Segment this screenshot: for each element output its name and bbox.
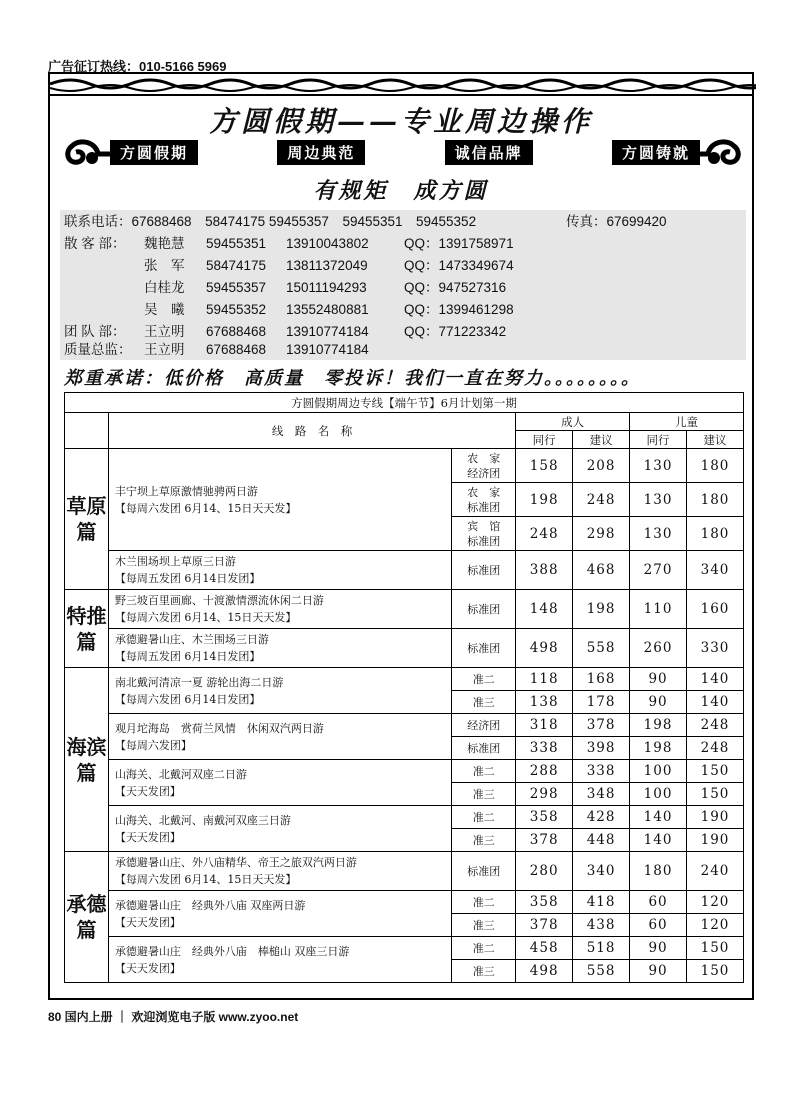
adult-peer-price: 248 bbox=[516, 517, 573, 551]
adult-suggest-price: 558 bbox=[573, 960, 630, 983]
badge: 方圆铸就 bbox=[612, 140, 700, 165]
group-type: 准三 bbox=[452, 829, 516, 852]
contact-mobile: 13910774184 bbox=[286, 342, 369, 357]
contact-mobile: 15011194293 bbox=[286, 280, 367, 295]
adult-peer-price: 498 bbox=[516, 629, 573, 668]
route-name: 木兰围场坝上草原三日游 bbox=[114, 555, 236, 568]
route-schedule: 【天天发团】 bbox=[114, 915, 181, 929]
contact-mobile: 13910043802 bbox=[286, 236, 369, 251]
route-name: 承德避暑山庄、木兰围场三日游 bbox=[114, 633, 269, 646]
route-name: 山海关、北戴河、南戴河双座三日游 bbox=[114, 813, 291, 827]
contact-qq: QQ：947527316 bbox=[404, 280, 507, 295]
route-schedule: 【每周六发团 6月14、15日天天发】 bbox=[114, 873, 297, 886]
adult-peer-price: 288 bbox=[516, 760, 573, 783]
contact-tel: 59455351 bbox=[206, 236, 267, 251]
child-peer-header: 同行 bbox=[630, 431, 687, 449]
adult-peer-price: 158 bbox=[516, 449, 573, 483]
contact-mobile: 13910774184 bbox=[286, 324, 369, 339]
adult-suggest-price: 340 bbox=[573, 852, 630, 891]
adult-peer-price: 358 bbox=[516, 806, 573, 829]
adult-suggest-price: 468 bbox=[573, 551, 630, 590]
child-suggest-price: 150 bbox=[687, 760, 744, 783]
child-suggest-price: 330 bbox=[687, 629, 744, 668]
contact-tel: 67688468 bbox=[206, 324, 267, 339]
table-row bbox=[65, 852, 744, 891]
badge: 周边典范 bbox=[277, 140, 365, 165]
route-name: 山海关、北戴河双座二日游 bbox=[114, 767, 247, 781]
contact-mobile: 13811372049 bbox=[286, 258, 368, 273]
adult-peer-price: 318 bbox=[516, 714, 573, 737]
contact-name: 吴 曦 bbox=[144, 302, 185, 317]
child-suggest-price: 180 bbox=[687, 517, 744, 551]
group-type: 标准团 bbox=[452, 629, 516, 668]
group-type: 准二 bbox=[452, 760, 516, 783]
section-label: 海滨篇 bbox=[65, 668, 109, 852]
phone-numbers: 67688468 58474175 59455357 59455351 59455352 bbox=[131, 214, 477, 229]
adult-suggest-price: 198 bbox=[573, 590, 630, 629]
child-suggest-price: 150 bbox=[687, 783, 744, 806]
adult-peer-price: 338 bbox=[516, 737, 573, 760]
contact-qq: QQ：1473349674 bbox=[404, 258, 514, 273]
group-type: 标准团 bbox=[452, 551, 516, 590]
phone-label: 联系电话： bbox=[64, 214, 132, 229]
table-row bbox=[65, 806, 744, 829]
contact-block bbox=[60, 210, 746, 360]
child-peer-price: 260 bbox=[630, 629, 687, 668]
table-row bbox=[65, 760, 744, 783]
child-suggest-price: 120 bbox=[687, 891, 744, 914]
fax: 传真：67699420 bbox=[566, 214, 667, 229]
child-peer-price: 100 bbox=[630, 783, 687, 806]
adult-peer-price: 458 bbox=[516, 937, 573, 960]
child-peer-price: 130 bbox=[630, 483, 687, 517]
adult-suggest-price: 428 bbox=[573, 806, 630, 829]
table-row bbox=[65, 937, 744, 960]
adult-suggest-price: 378 bbox=[573, 714, 630, 737]
child-suggest-header: 建议 bbox=[687, 431, 744, 449]
section-label: 承德篇 bbox=[65, 852, 109, 983]
contact-tel: 59455352 bbox=[206, 302, 267, 317]
adult-suggest-price: 348 bbox=[573, 783, 630, 806]
contact-name: 张 军 bbox=[144, 258, 185, 273]
group-type: 标准团 bbox=[452, 852, 516, 891]
child-peer-price: 198 bbox=[630, 714, 687, 737]
route-schedule: 【每周六发团 6月14日发团】 bbox=[114, 692, 261, 706]
adult-peer-price: 388 bbox=[516, 551, 573, 590]
group-type: 标准团 bbox=[452, 590, 516, 629]
retail-row bbox=[144, 234, 514, 254]
child-peer-price: 100 bbox=[630, 760, 687, 783]
child-peer-price: 90 bbox=[630, 960, 687, 983]
child-peer-price: 90 bbox=[630, 937, 687, 960]
route-schedule: 【每周五发团 6月14日发团】 bbox=[114, 650, 261, 663]
route-name: 南北戴河清凉一夏 游轮出海二日游 bbox=[114, 675, 284, 689]
route-schedule: 【每周五发团 6月14日发团】 bbox=[114, 572, 261, 585]
decorative-band bbox=[50, 74, 752, 96]
headline: 方圆假期——专业周边操作 bbox=[208, 105, 593, 138]
child-suggest-price: 150 bbox=[687, 937, 744, 960]
adult-peer-header: 同行 bbox=[516, 431, 573, 449]
route-cell bbox=[108, 668, 451, 714]
route-schedule: 【每周六发团】 bbox=[114, 738, 192, 752]
child-peer-price: 180 bbox=[630, 852, 687, 891]
price-table bbox=[64, 392, 744, 983]
child-suggest-price: 140 bbox=[687, 668, 744, 691]
child-suggest-price: 140 bbox=[687, 691, 744, 714]
adult-suggest-price: 418 bbox=[573, 891, 630, 914]
retail-row bbox=[144, 256, 514, 276]
child-peer-price: 140 bbox=[630, 829, 687, 852]
child-suggest-price: 190 bbox=[687, 806, 744, 829]
route-name: 承德避暑山庄 经典外八庙 双座两日游 bbox=[114, 898, 306, 912]
child-header: 儿童 bbox=[630, 413, 744, 431]
contact-mobile: 13552480881 bbox=[286, 302, 369, 317]
group-type: 准二 bbox=[452, 668, 516, 691]
adult-suggest-header: 建议 bbox=[573, 431, 630, 449]
corner-cell bbox=[65, 413, 109, 449]
adult-suggest-price: 558 bbox=[573, 629, 630, 668]
child-suggest-price: 190 bbox=[687, 829, 744, 852]
child-peer-price: 60 bbox=[630, 891, 687, 914]
table-caption: 方圆假期周边专线【端午节】6月计划第一期 bbox=[65, 393, 744, 413]
route-cell bbox=[108, 629, 451, 668]
route-schedule: 【天天发团】 bbox=[114, 784, 181, 798]
child-peer-price: 270 bbox=[630, 551, 687, 590]
contact-qq: QQ：1391758971 bbox=[404, 236, 514, 251]
section-label: 草原篇 bbox=[65, 449, 109, 590]
group-type: 准二 bbox=[452, 937, 516, 960]
retail-label: 散 客 部： bbox=[64, 236, 126, 251]
table-row bbox=[65, 629, 744, 668]
child-suggest-price: 160 bbox=[687, 590, 744, 629]
table-row bbox=[65, 668, 744, 691]
adult-peer-price: 378 bbox=[516, 914, 573, 937]
group-type: 准三 bbox=[452, 960, 516, 983]
child-peer-price: 198 bbox=[630, 737, 687, 760]
child-suggest-price: 120 bbox=[687, 914, 744, 937]
route-schedule: 【每周六发团 6月14、15日天天发】 bbox=[114, 611, 297, 624]
group-type: 农 家 经济团 bbox=[452, 449, 516, 483]
child-peer-price: 90 bbox=[630, 691, 687, 714]
child-peer-price: 130 bbox=[630, 449, 687, 483]
adult-suggest-price: 438 bbox=[573, 914, 630, 937]
child-suggest-price: 248 bbox=[687, 737, 744, 760]
retail-row bbox=[144, 278, 506, 298]
group-type: 准三 bbox=[452, 914, 516, 937]
child-peer-price: 130 bbox=[630, 517, 687, 551]
retail-row bbox=[144, 300, 514, 320]
child-suggest-price: 240 bbox=[687, 852, 744, 891]
adult-peer-price: 198 bbox=[516, 483, 573, 517]
adult-suggest-price: 448 bbox=[573, 829, 630, 852]
adult-peer-price: 138 bbox=[516, 691, 573, 714]
child-peer-price: 90 bbox=[630, 668, 687, 691]
child-suggest-price: 150 bbox=[687, 960, 744, 983]
route-name: 承德避暑山庄、外八庙精华、帝王之旅双汽两日游 bbox=[114, 856, 357, 869]
contact-qq: QQ：771223342 bbox=[404, 324, 507, 339]
slogan: 有规矩 成方圆 bbox=[313, 178, 489, 204]
adult-header: 成人 bbox=[516, 413, 630, 431]
contact-tel: 59455357 bbox=[206, 280, 267, 295]
table-row bbox=[65, 891, 744, 914]
brand-badges bbox=[110, 140, 700, 165]
contact-name: 王立明 bbox=[144, 324, 185, 339]
route-schedule: 【天天发团】 bbox=[114, 961, 181, 975]
route-cell bbox=[108, 806, 451, 852]
child-peer-price: 60 bbox=[630, 914, 687, 937]
contact-tel: 67688468 bbox=[206, 342, 267, 357]
adult-peer-price: 378 bbox=[516, 829, 573, 852]
phone-row bbox=[64, 212, 476, 232]
route-cell bbox=[108, 590, 451, 629]
adult-suggest-price: 168 bbox=[573, 668, 630, 691]
group-type: 标准团 bbox=[452, 737, 516, 760]
adult-peer-price: 118 bbox=[516, 668, 573, 691]
promise-banner: 郑重承诺：低价格 高质量 零投诉！我们一直在努力。。。。。。。。 bbox=[64, 368, 641, 389]
adult-suggest-price: 298 bbox=[573, 517, 630, 551]
route-cell bbox=[108, 551, 451, 590]
adult-peer-price: 358 bbox=[516, 891, 573, 914]
ad-frame bbox=[48, 72, 754, 1000]
route-cell bbox=[108, 937, 451, 983]
ad-hotline: 广告征订热线：010-5166 5969 bbox=[48, 59, 227, 74]
child-suggest-price: 180 bbox=[687, 483, 744, 517]
route-cell bbox=[108, 852, 451, 891]
route-header: 线 路 名 称 bbox=[108, 413, 515, 449]
group-type: 准三 bbox=[452, 691, 516, 714]
qa-row bbox=[144, 340, 369, 360]
child-suggest-price: 340 bbox=[687, 551, 744, 590]
route-cell bbox=[108, 891, 451, 937]
adult-suggest-price: 338 bbox=[573, 760, 630, 783]
adult-suggest-price: 518 bbox=[573, 937, 630, 960]
route-cell bbox=[108, 714, 451, 760]
adult-suggest-price: 208 bbox=[573, 449, 630, 483]
badge: 诚信品牌 bbox=[445, 140, 533, 165]
group-type: 宾 馆 标准团 bbox=[452, 517, 516, 551]
team-label: 团 队 部： bbox=[64, 324, 126, 339]
table-row bbox=[65, 449, 744, 483]
route-cell bbox=[108, 449, 451, 551]
contact-name: 王立明 bbox=[144, 342, 185, 357]
adult-suggest-price: 248 bbox=[573, 483, 630, 517]
group-type: 农 家 标准团 bbox=[452, 483, 516, 517]
contact-name: 白桂龙 bbox=[144, 280, 185, 295]
qa-label: 质量总监： bbox=[64, 342, 132, 357]
group-type: 经济团 bbox=[452, 714, 516, 737]
adult-peer-price: 298 bbox=[516, 783, 573, 806]
route-name: 观月坨海岛 赏荷兰风情 休闲双汽两日游 bbox=[114, 721, 324, 735]
child-suggest-price: 180 bbox=[687, 449, 744, 483]
child-peer-price: 110 bbox=[630, 590, 687, 629]
adult-peer-price: 148 bbox=[516, 590, 573, 629]
table-row bbox=[65, 590, 744, 629]
group-type: 准二 bbox=[452, 891, 516, 914]
table-row bbox=[65, 714, 744, 737]
badge: 方圆假期 bbox=[110, 140, 198, 165]
page-footer: 80 国内上册 ｜ 欢迎浏览电子版 www.zyoo.net bbox=[48, 1010, 299, 1024]
route-schedule: 【天天发团】 bbox=[114, 830, 181, 844]
group-type: 准三 bbox=[452, 783, 516, 806]
route-name: 丰宁坝上草原激情驰骋两日游 bbox=[114, 484, 258, 498]
contact-tel: 58474175 bbox=[206, 258, 267, 273]
route-schedule: 【每周六发团 6月14、15日天天发】 bbox=[114, 501, 297, 515]
child-suggest-price: 248 bbox=[687, 714, 744, 737]
route-cell bbox=[108, 760, 451, 806]
group-type: 准二 bbox=[452, 806, 516, 829]
contact-qq: QQ：1399461298 bbox=[404, 302, 514, 317]
adult-suggest-price: 178 bbox=[573, 691, 630, 714]
route-name: 野三坡百里画廊、十渡激情漂流休闲二日游 bbox=[114, 594, 324, 607]
child-peer-price: 140 bbox=[630, 806, 687, 829]
team-row bbox=[144, 322, 506, 342]
table-row bbox=[65, 551, 744, 590]
adult-peer-price: 498 bbox=[516, 960, 573, 983]
route-name: 承德避暑山庄 经典外八庙 棒槌山 双座三日游 bbox=[114, 944, 350, 958]
adult-suggest-price: 398 bbox=[573, 737, 630, 760]
adult-peer-price: 280 bbox=[516, 852, 573, 891]
section-label: 特推篇 bbox=[65, 590, 109, 668]
contact-name: 魏艳慧 bbox=[144, 236, 185, 251]
